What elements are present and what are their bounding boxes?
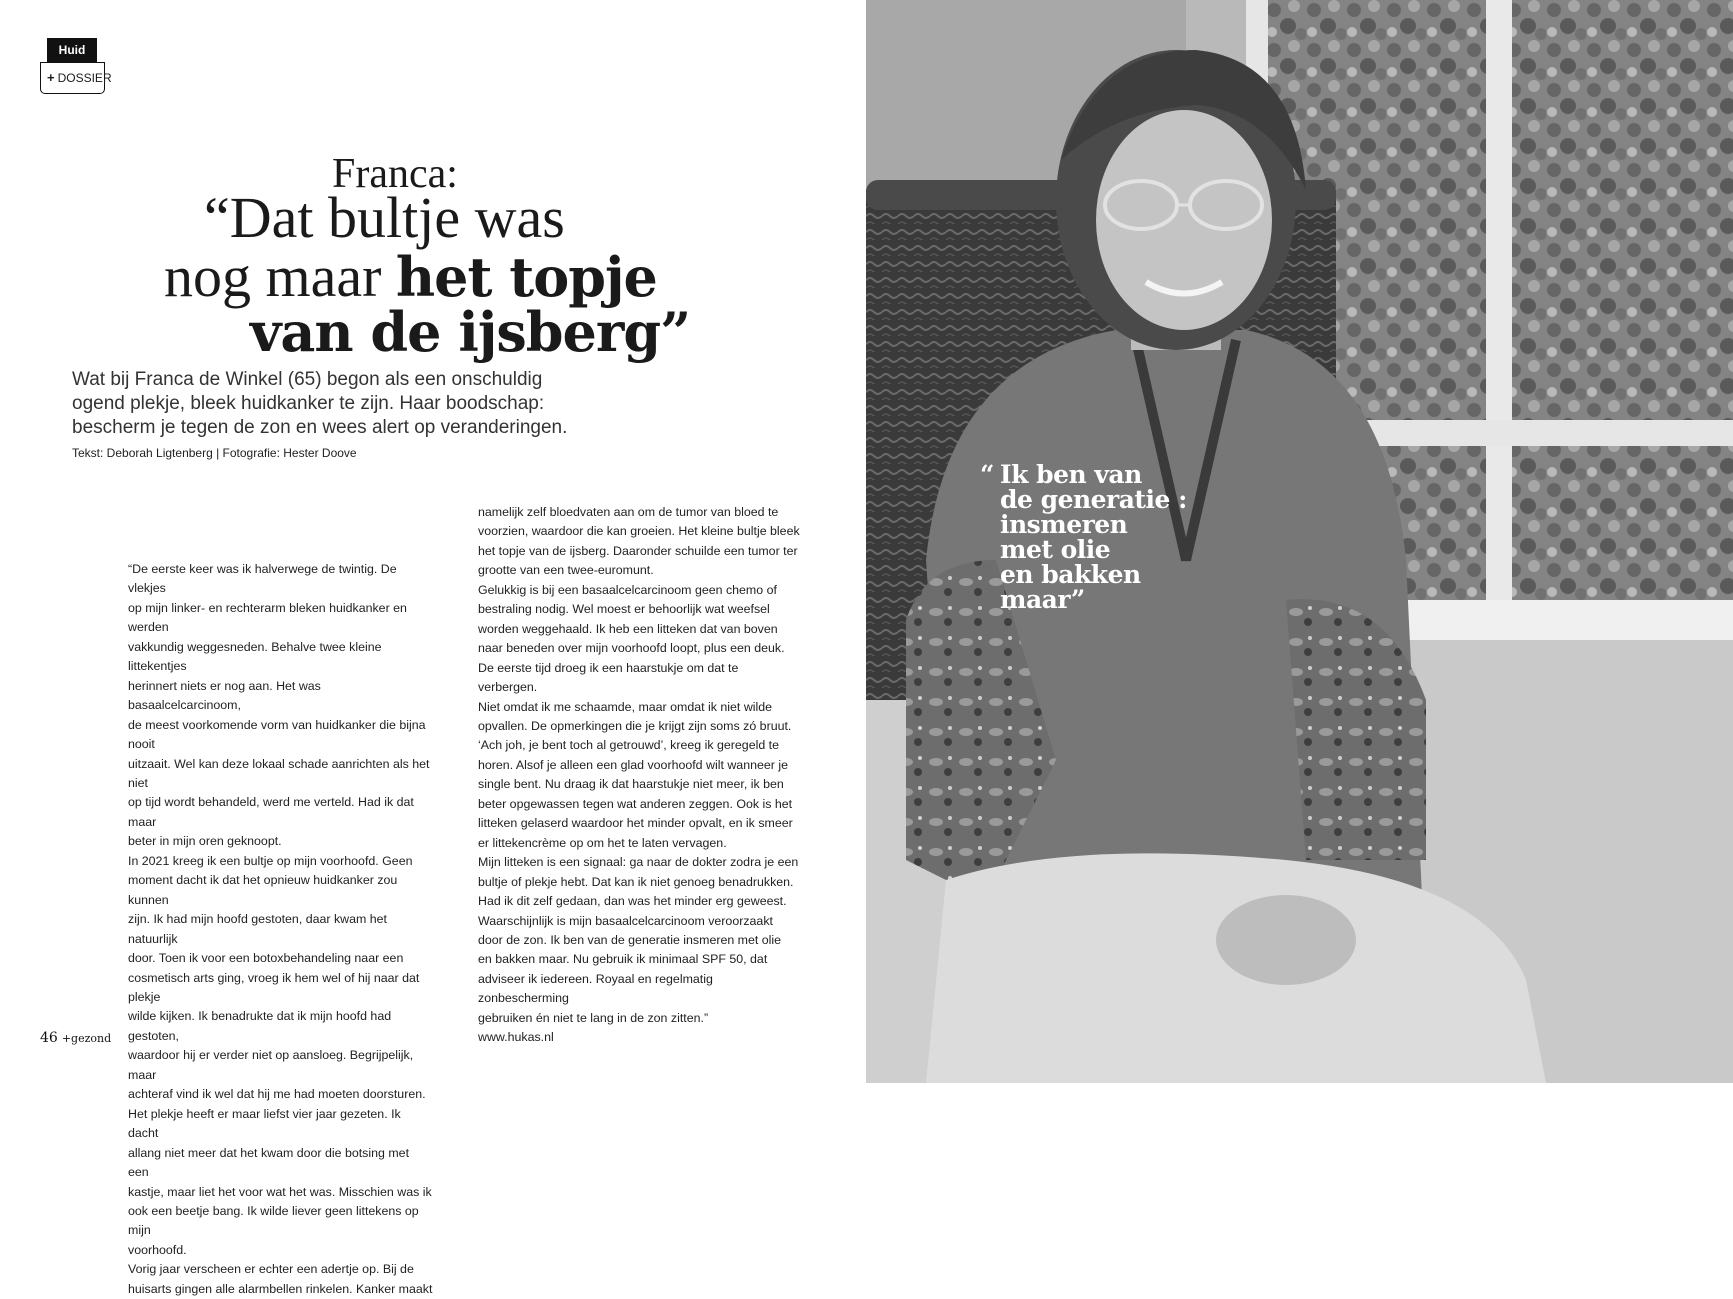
page-footer [40, 1030, 111, 1046]
article-line: herinnert niets er nog aan. Het was basaalcelcarcinoom, [128, 678, 321, 713]
article-line: door de zon. Ik ben van de generatie insmeren met olie [478, 932, 782, 947]
article-line: voorzien, waardoor die kan groeien. Het kleine bultje bleek [478, 524, 800, 539]
article-line: naar beneden over mijn voorhoofd loopt, plus een deuk. [478, 641, 785, 656]
page-number: 46 [40, 1030, 58, 1046]
headline-line-2: “Dat bultje was [204, 185, 565, 250]
credits: Tekst: Deborah Ligtenberg | Fotografie: Hester Doove [72, 446, 357, 460]
article-line: bultje of plekje hebt. Dat kan ik niet genoeg benadrukken. [478, 874, 794, 889]
magazine-brand: +gezond [61, 1032, 112, 1045]
article-line: adviseer ik iedereen. Royaal en regelmatig zonbescherming [478, 971, 713, 1006]
article-line: wilde kijken. Ik benadrukte dat ik mijn hoofd had gestoten, [128, 1009, 392, 1043]
article-line: gebruiken én niet te lang in de zon zitten.” [478, 1010, 709, 1025]
article-line: vakkundig weggesneden. Behalve twee kleine littekentjes [128, 639, 382, 674]
pull-quote-line: insmeren [1000, 510, 1128, 539]
article-line: beter in mijn oren geknoopt. [128, 834, 282, 849]
section-tag: Huid [47, 38, 97, 62]
article-line: er littekencrème op om het te laten vervagen. [478, 835, 727, 850]
article-line: beter opgewassen tegen wat anderen zeggen. Ook is het [478, 796, 793, 811]
article-line: op mijn linker- en rechterarm bleken huidkanker en werden [128, 600, 407, 635]
headline-line-1: Franca: [332, 151, 458, 197]
article-line: Waarschijnlijk is mijn basaalcelcarcinoom veroorzaakt [478, 913, 773, 928]
pull-quote [980, 462, 1187, 612]
article-line: bestraling nodig. Wel moest er behoorlijk wat weefsel [478, 602, 770, 617]
article-line: Het plekje heeft er maar liefst vier jaar gezeten. Ik dacht [128, 1106, 401, 1141]
article-line: uitzaait. Wel kan deze lokaal schade aanrichten als het niet [128, 756, 430, 790]
article-line: door. Toen ik voor een botoxbehandeling naar een [128, 951, 404, 966]
article-line: litteken gelaserd waardoor het minder opvalt, en ik smeer [478, 816, 793, 831]
article-column-2 [478, 503, 800, 1048]
article-line: grootte van een twee-euromunt. [478, 563, 654, 578]
article-line: allang niet meer dat het kwam door die botsing met een [128, 1145, 410, 1180]
article-line: De eerste tijd droeg ik een haarstukje om dat te verbergen. [478, 660, 739, 695]
headline-line-4: van de ijsberg” [250, 300, 691, 364]
quote-mark-icon: “ [980, 460, 994, 489]
pull-quote-line: met olie [1000, 535, 1111, 564]
article-line: In 2021 kreeg ik een bultje op mijn voorhoofd. Geen [128, 853, 413, 868]
article-line: “De eerste keer was ik halverwege de twintig. De vlekjes [128, 562, 397, 596]
article-line: Mijn litteken is een signaal: ga naar de dokter zodra je een [478, 855, 799, 870]
article-line: ook een beetje bang. Ik wilde liever geen littekens op mijn [128, 1203, 419, 1238]
article-line: zijn. Ik had mijn hoofd gestoten, daar kwam het natuurlijk [128, 912, 387, 946]
article-line: worden weggehaald. Ik heb een litteken dat van boven [478, 621, 778, 636]
article-line: huisarts gingen alle alarmbellen rinkelen. Kanker maakt [128, 1281, 433, 1296]
article-line: de meest voorkomende vorm van huidkanker die bijna nooit [128, 717, 426, 752]
pull-quote-line: en bakken [1000, 560, 1141, 589]
article-line: Vorig jaar verscheen er echter een adertje op. Bij de [128, 1262, 414, 1277]
article-line: cosmetisch arts ging, vroeg ik hem wel of hij naar dat plekje [128, 970, 420, 1004]
article-line: Niet omdat ik me schaamde, maar omdat ik niet wilde [478, 699, 773, 714]
article-line: opvallen. De opmerkingen die je krijgt zijn soms zó bruut. [478, 718, 792, 733]
article-line: Gelukkig is bij een basaalcelcarcinoom geen chemo of [478, 582, 777, 597]
pull-quote-line: de generatie : [1000, 485, 1187, 514]
article-line: waardoor hij er verder niet op aansloeg. Begrijpelijk, maar [128, 1048, 414, 1082]
article-line: namelijk zelf bloedvaten aan om de tumor van bloed te [478, 505, 779, 519]
dossier-label: DOSSIER [57, 71, 112, 85]
article-line: moment dacht ik dat het opnieuw huidkanker zou kunnen [128, 873, 398, 907]
article-line: Had ik dit zelf gedaan, dan was het minder erg geweest. [478, 894, 787, 909]
article-line: voorhoofd. [128, 1242, 187, 1257]
article-line: www.hukas.nl [478, 1030, 554, 1045]
article-line: achteraf vind ik wel dat hij me had moeten doorsturen. [128, 1087, 426, 1102]
headline-line-3-light: nog maar [164, 244, 396, 309]
article-line: ‘Ach joh, je bent toch al getrouwd’, kreeg ik geregeld te [478, 738, 779, 753]
left-page [0, 0, 866, 1296]
pull-quote-line: maar” [1000, 585, 1085, 614]
article-line: horen. Alsof je alleen een glad voorhoofd wilt wanneer je [478, 757, 788, 772]
article-line: en bakken maar. Nu gebruik ik minimaal SPF 50, dat [478, 952, 768, 967]
headline-line-3-bold: het topje [395, 245, 657, 309]
article-line: het topje van de ijsberg. Daaronder schuilde een tumor ter [478, 543, 798, 558]
article-line: single bent. Nu draag ik dat haarstukje niet meer, ik ben [478, 777, 784, 792]
article-line: kastje, maar liet het voor wat het was. Misschien was ik [128, 1184, 432, 1199]
dossier-label-box [40, 62, 112, 94]
pull-quote-line: “ Ik ben van [980, 460, 1142, 489]
intro-text: Wat bij Franca de Winkel (65) begon als een onschuldig ogend plekje, bleek huidkanker te zijn. Haar boodschap: bescherm je tegen de zon en wees alert op veranderingen. [72, 369, 568, 438]
article-column-1 [128, 560, 433, 1299]
plus-icon: + [47, 70, 55, 85]
article-line: op tijd wordt behandeld, werd me verteld. Had ik dat maar [128, 795, 414, 829]
